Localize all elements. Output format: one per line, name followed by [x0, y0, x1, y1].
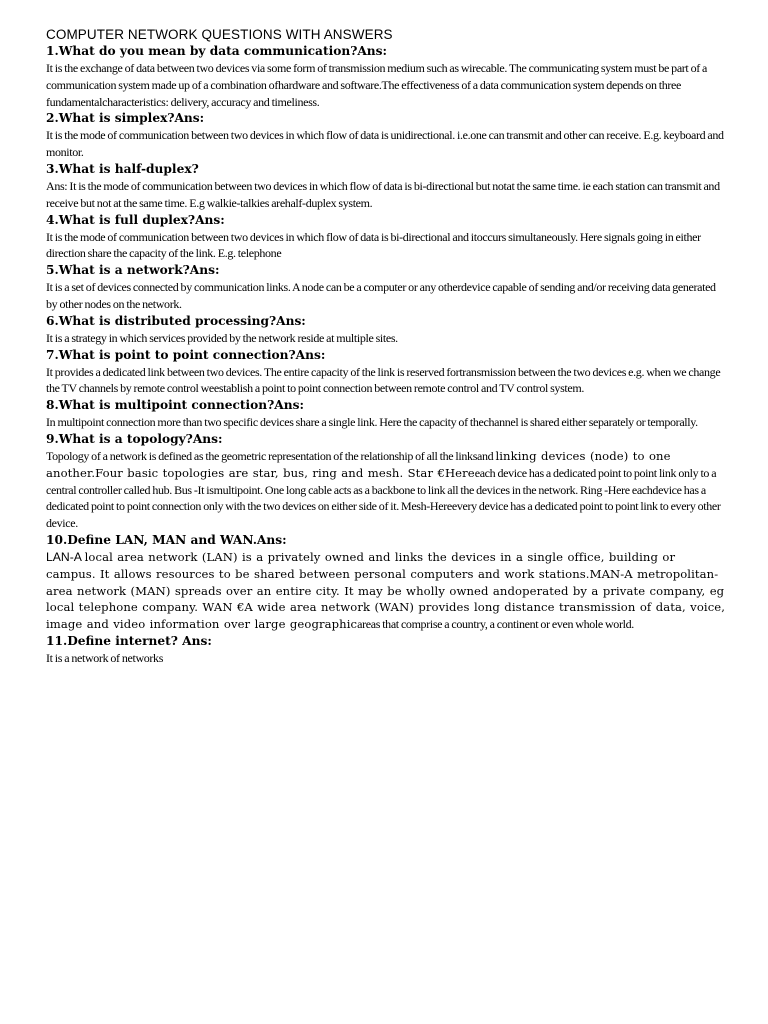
document-title: COMPUTER NETWORK QUESTIONS WITH ANSWERS: [46, 27, 393, 42]
qa-item-2: [46, 110, 726, 161]
qa-item-4: [46, 212, 726, 263]
question-2: 2.What is simplex?Ans:: [46, 111, 205, 126]
answer-11: It is a network of networks: [46, 650, 164, 665]
question-6: 6.What is distributed processing?Ans:: [46, 313, 306, 328]
answer-10: [46, 549, 726, 633]
answer-9-part-3: each device has a dedicated point to point link only to a central controller called hub. Bus -It ismultipoint. One long cable acts as a backbone to link all the devices in the network. Ring -Here eachdevice has a dedicated point to point connection only with the two devices on either side of it. Mesh-Hereevery device has a dedicated point to point link to every other device.: [46, 465, 721, 531]
answer-9-part-1: Topology of a network is defined as the geometric representation of the relationship of all the linksand: [46, 448, 496, 463]
question-8: 8.What is multipoint connection?Ans:: [46, 398, 304, 413]
answer-1: It is the exchange of data between two devices via some form of transmission medium such as wirecable. The communicating system must be part of a communication system made up of a combination ofhardware and software.The effectiveness of a data communication system depends on three fundamentalcharacteristics: delivery, accuracy and timeliness.: [46, 61, 707, 109]
answer-6: It is a strategy in which services provided by the network reside at multiple sites.: [46, 330, 398, 345]
qa-item-9: [46, 431, 726, 532]
qa-item-11: [46, 633, 726, 667]
answer-7: It provides a dedicated link between two devices. The entire capacity of the link is reserved fortransmission between the two devices e.g. when we change the TV channels by remote control weestablish a point to point connection between remote control and TV control system.: [46, 364, 721, 396]
question-11: 11.Define internet? Ans:: [46, 633, 212, 648]
question-3: 3.What is half-duplex?: [46, 161, 199, 176]
answer-5: It is a set of devices connected by communication links. A node can be a computer or any otherdevice capable of sending and/or receiving data generated by other nodes on the network.: [46, 280, 716, 311]
answer-9: [46, 448, 726, 532]
answer-4: It is the mode of communication between two devices in which flow of data is bi-directional and itoccurs simultaneously. Here signals going in either direction share the capacity of the link. E.g. telephone: [46, 229, 701, 261]
question-5: 5.What is a network?Ans:: [46, 263, 220, 278]
qa-item-7: [46, 347, 726, 398]
qa-item-1: [46, 43, 726, 110]
answer-2: It is the mode of communication between two devices in which flow of data is unidirectional. i.e.one can transmit and other can receive. E.g. keyboard and monitor.: [46, 128, 724, 160]
answer-3: Ans: It is the mode of communication between two devices in which flow of data is bi-directional but notat the same time. ie each station can transmit and receive but not at the same time. E.g walkie-talkies arehalf-duplex system.: [46, 178, 720, 210]
question-9: 9.What is a topology?Ans:: [46, 431, 223, 446]
answer-9-part-2: linking devices (node) to one another.Four basic topologies are star, bus, ring and mesh. Star €Here: [46, 448, 671, 480]
qa-item-3: [46, 161, 726, 212]
qa-item-5: [46, 262, 726, 313]
document: [46, 26, 726, 667]
question-4: 4.What is full duplex?Ans:: [46, 212, 225, 227]
answer-10-part-3: areas that comprise a country, a continent or even whole world.: [357, 617, 634, 632]
question-10: 10.Define LAN, MAN and WAN.Ans:: [46, 532, 287, 547]
question-1: 1.What do you mean by data communication?Ans:: [46, 44, 388, 58]
answer-10-part-1: LAN-A: [46, 549, 85, 564]
question-7: 7.What is point to point connection?Ans:: [46, 347, 326, 362]
answer-10-part-2: local area network (LAN) is a privately owned and links the devices in a single office, building or campus. It allows resources to be shared between personal computers and work stations.MAN-A metropolitan-area network (MAN) spreads over an entire city. It may be wholly owned andoperated by a private company, eg local telephone company. WAN €A wide area network (WAN) provides long distance transmission of data, voice, image and video information over large geographic: [46, 549, 726, 632]
qa-item-6: [46, 313, 726, 347]
answer-8: In multipoint connection more than two specific devices share a single link. Here the capacity of thechannel is shared either separately or temporally.: [46, 415, 698, 430]
qa-item-8: [46, 397, 726, 431]
qa-item-10: [46, 532, 726, 633]
